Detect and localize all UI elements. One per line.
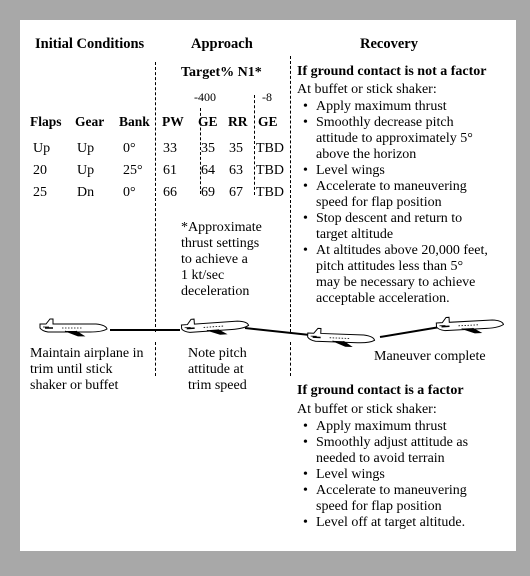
- header-initial-conditions: Initial Conditions: [35, 36, 145, 52]
- recovery-no-ground-intro: At buffet or stick shaker:: [297, 82, 437, 97]
- list-item: • Accelerate to maneuvering speed for flap position: [300, 483, 515, 515]
- target-n1-title: Target% N1*: [181, 65, 262, 80]
- footnote-line: *Approximate: [181, 220, 262, 235]
- footnote-line: thrust settings: [181, 236, 260, 251]
- col-header-flaps: Flaps: [30, 114, 62, 129]
- timeline-segment: [245, 328, 310, 335]
- caption-maintain-trim: Maintain airplane in trim until stick shaker or buffet: [30, 346, 144, 393]
- list-item: • Apply maximum thrust: [300, 99, 515, 115]
- recovery-ground-title: If ground contact is a factor: [297, 383, 464, 398]
- caption-maneuver-complete: Maneuver complete: [374, 349, 486, 364]
- cell-ge-8: TBD: [256, 185, 284, 200]
- list-item: • Apply maximum thrust: [300, 419, 515, 435]
- cell-flaps: Up: [33, 141, 51, 156]
- caption-note-pitch: Note pitch attitude at trim speed: [188, 346, 247, 393]
- cell-rr: 35: [229, 141, 243, 156]
- col-header-ge-8: GE: [258, 114, 278, 129]
- airplane-icon: [40, 319, 107, 336]
- list-item: • Smoothly adjust attitude as needed to avoid terrain: [300, 435, 515, 467]
- list-item: • At altitudes above 20,000 feet, pitch attitudes less than 5° may be necessary to achieve acceptable acceleration.: [300, 243, 515, 307]
- list-item: • Smoothly decrease pitch attitude to approximately 5° above the horizon: [300, 115, 515, 163]
- list-item: • Accelerate to maneuvering speed for flap position: [300, 179, 515, 211]
- cell-flaps: 20: [33, 163, 47, 178]
- content-panel: [20, 20, 516, 551]
- target-n1-group-8: -8: [262, 90, 272, 104]
- col-header-gear: Gear: [75, 114, 105, 129]
- footnote-line: to achieve a: [181, 252, 248, 267]
- airplane-icon: [436, 314, 504, 334]
- timeline-segment: [380, 327, 440, 337]
- cell-pw: 66: [163, 185, 177, 200]
- list-item: • Level wings: [300, 467, 515, 483]
- list-item: • Stop descent and return to target altitude: [300, 211, 515, 243]
- cell-gear: Up: [77, 163, 95, 178]
- recovery-ground-intro: At buffet or stick shaker:: [297, 402, 437, 417]
- cell-rr: 67: [229, 185, 243, 200]
- cell-gear: Dn: [77, 185, 95, 200]
- cell-flaps: 25: [33, 185, 47, 200]
- cell-rr: 63: [229, 163, 243, 178]
- header-recovery: Recovery: [360, 36, 418, 52]
- col-header-bank: Bank: [119, 114, 150, 129]
- footnote-line: deceleration: [181, 284, 250, 299]
- recovery-no-ground-title: If ground contact is not a factor: [297, 64, 487, 79]
- cell-ge-400: 69: [201, 185, 215, 200]
- cell-gear: Up: [77, 141, 95, 156]
- target-n1-group-400: -400: [194, 90, 216, 104]
- recovery-ground-list: [300, 419, 515, 531]
- airplane-icon: [307, 328, 375, 347]
- cell-pw: 33: [163, 141, 177, 156]
- cell-ge-400: 35: [201, 141, 215, 156]
- cell-bank: 25°: [123, 163, 143, 178]
- header-approach: Approach: [191, 36, 253, 52]
- list-item: • Level off at target altitude.: [300, 515, 515, 531]
- col-header-pw: PW: [162, 114, 184, 129]
- cell-bank: 0°: [123, 141, 136, 156]
- cell-bank: 0°: [123, 185, 136, 200]
- footnote-line: 1 kt/sec: [181, 268, 225, 283]
- cell-ge-400: 64: [201, 163, 215, 178]
- col-header-ge-400: GE: [198, 114, 218, 129]
- cell-ge-8: TBD: [256, 141, 284, 156]
- figure-frame: [2, 2, 528, 574]
- list-item: • Level wings: [300, 163, 515, 179]
- cell-pw: 61: [163, 163, 177, 178]
- col-header-rr: RR: [228, 114, 248, 129]
- airplane-icon: [181, 315, 249, 337]
- cell-ge-8: TBD: [256, 163, 284, 178]
